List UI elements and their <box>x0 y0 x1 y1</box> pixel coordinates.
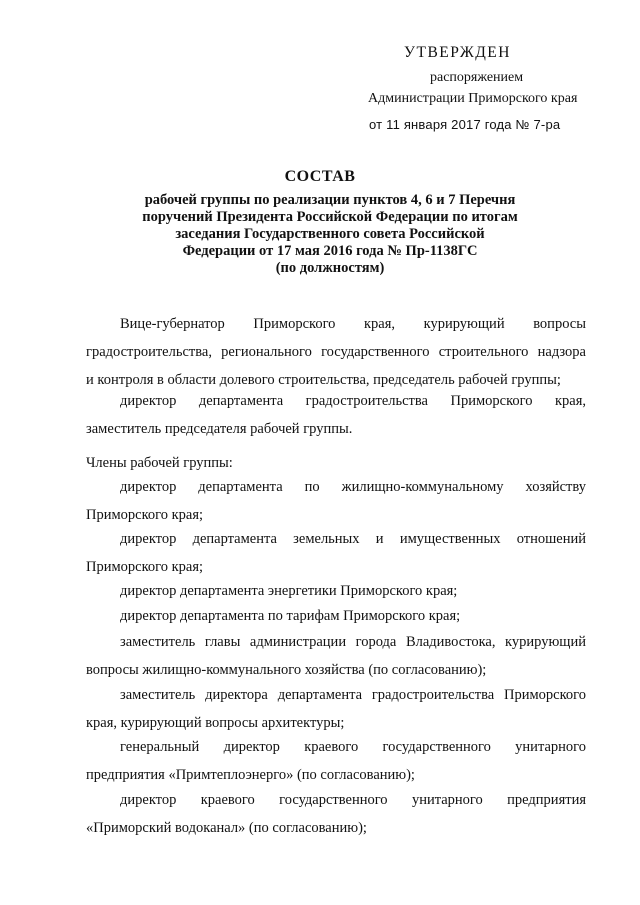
paragraph-line: Члены рабочей группы: <box>86 455 233 471</box>
paragraph-line: и контроля в области долевого строительства, председатель рабочей группы; <box>86 372 561 388</box>
member-item <box>86 525 586 581</box>
paragraph-line: директор краевого государственного унитарного предприятия <box>120 792 586 808</box>
subtitle-line: (по должностям) <box>275 260 385 276</box>
paragraph-line: Приморского края; <box>86 507 204 523</box>
approval-stamp-title: УТВЕРЖДЕН <box>404 44 511 61</box>
paragraph-line: заместитель председателя рабочей группы. <box>86 421 353 437</box>
member-item <box>86 628 586 684</box>
approval-basis: распоряжением <box>430 70 524 85</box>
paragraph-line: генеральный директор краевого государственного унитарного <box>120 739 586 755</box>
approval-organization: Администрации Приморского края <box>368 91 578 106</box>
document-title: СОСТАВ <box>284 168 356 185</box>
member-item <box>86 577 586 605</box>
paragraph-line: края, курирующий вопросы архитектуры; <box>86 715 345 731</box>
member-item <box>86 602 586 630</box>
subtitle-line: рабочей группы по реализации пунктов 4, 6 и 7 Перечня <box>144 192 516 208</box>
paragraph-line: заместитель директора департамента градостроительства Приморского <box>120 687 586 703</box>
member-item <box>86 786 586 842</box>
paragraph-line: заместитель главы администрации города Владивостока, курирующий <box>120 634 586 650</box>
subtitle-line: заседания Государственного совета Российской <box>175 226 485 242</box>
document-subtitle <box>120 192 540 277</box>
paragraph-line: директор департамента энергетики Приморского края; <box>120 583 458 599</box>
paragraph-line: Приморского края; <box>86 559 204 575</box>
paragraph-line: «Приморский водоканал» (по согласованию); <box>86 820 367 836</box>
member-deputy-chair <box>86 387 586 443</box>
subtitle-line: поручений Президента Российской Федерации по итогам <box>142 209 518 225</box>
paragraph-line: предприятия «Примтеплоэнерго» (по согласованию); <box>86 767 415 783</box>
paragraph-line: директор департамента земельных и имущественных отношений <box>120 531 586 547</box>
member-item <box>86 473 586 529</box>
paragraph-line: директор департамента по тарифам Приморского края; <box>120 608 461 624</box>
paragraph-line: директор департамента градостроительства Приморского края, <box>120 393 586 409</box>
paragraph-line: директор департамента по жилищно-коммунальному хозяйству <box>120 479 586 495</box>
paragraph-line: Вице-губернатор Приморского края, курирующий вопросы <box>120 316 586 332</box>
member-chair <box>86 310 586 394</box>
member-item <box>86 733 586 789</box>
member-item <box>86 681 586 737</box>
paragraph-line: градостроительства, регионального государственного строительного надзора <box>86 344 586 360</box>
subtitle-line: Федерации от 17 мая 2016 года № Пр-1138ГС <box>182 243 478 259</box>
approval-date-line: от 11 января 2017 года № 7-ра <box>369 117 561 132</box>
paragraph-line: вопросы жилищно-коммунального хозяйства (по согласованию); <box>86 662 487 678</box>
